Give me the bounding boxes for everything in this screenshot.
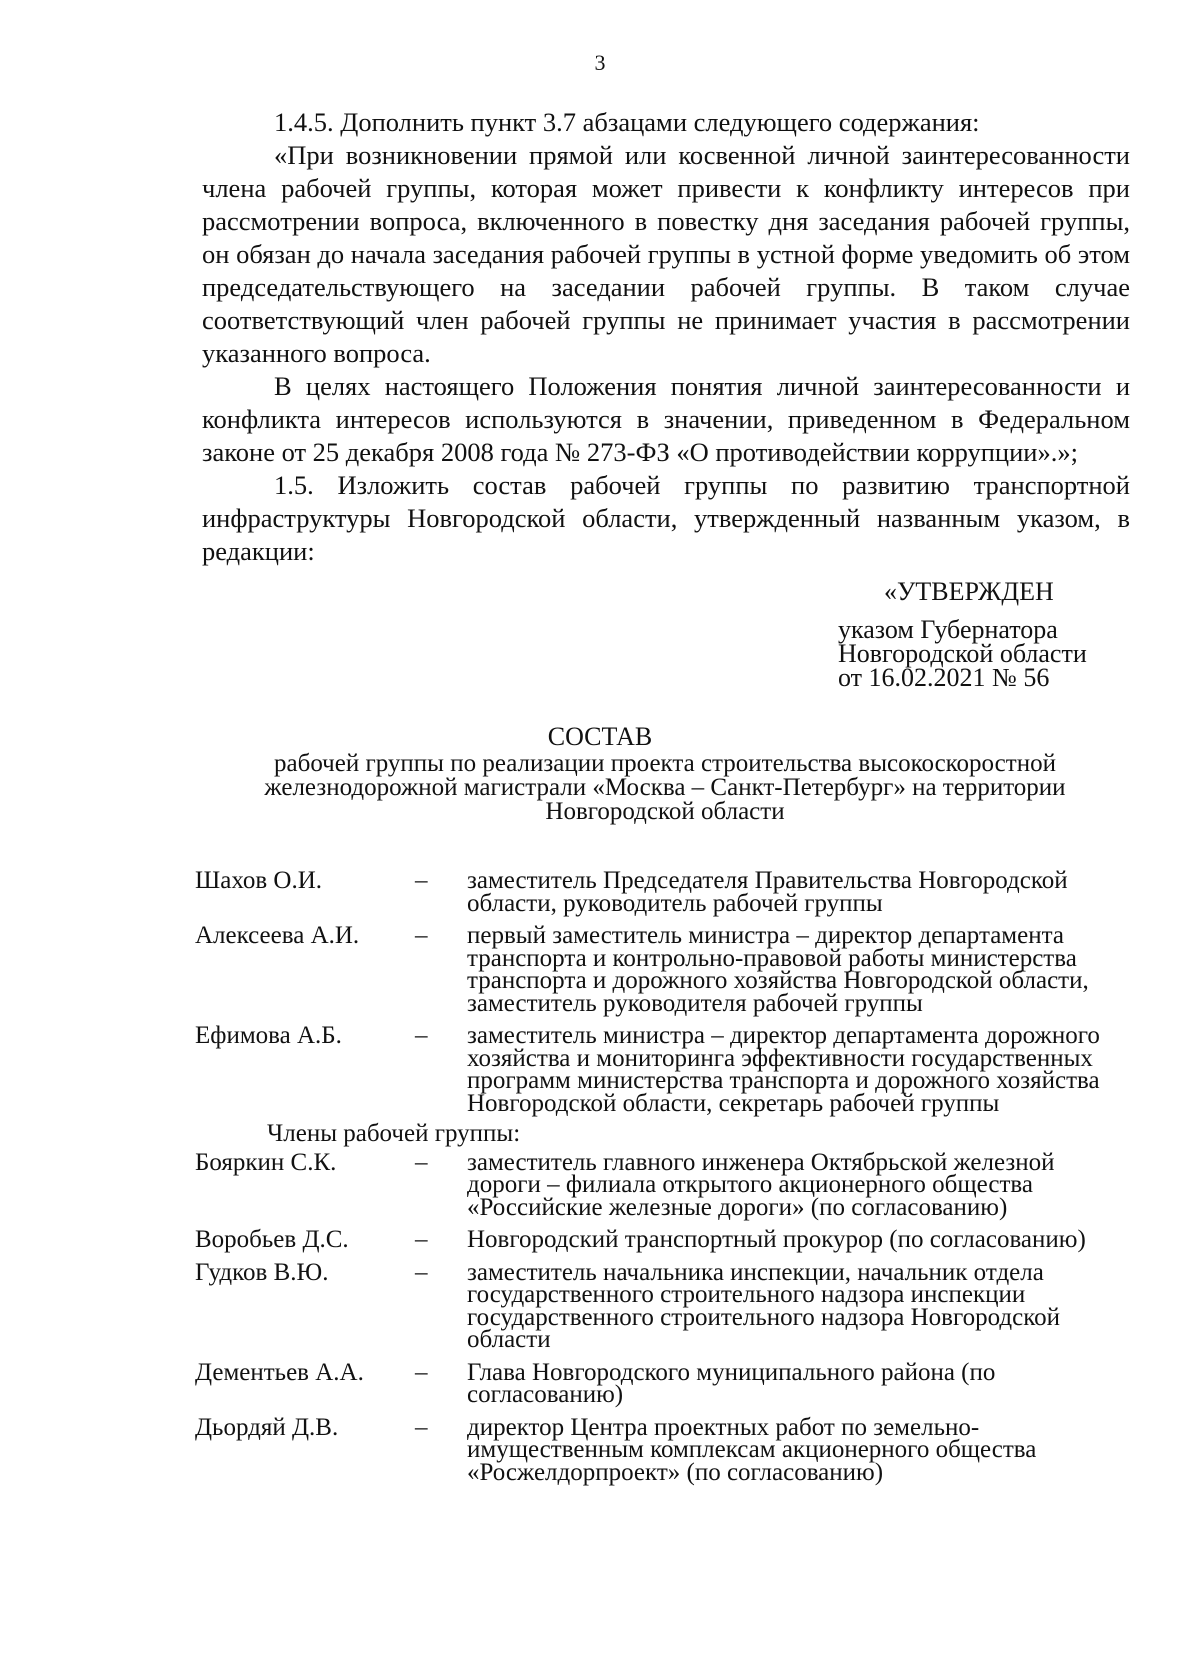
approval-line: указом Губернатора [838, 615, 1058, 644]
member-description: первый заместитель министра – директор департамента транспорта и контрольно-правовой работы министерства транспорта и дорожного хозяйства Новгородской области, заместитель руководителя рабочей группы [467, 922, 1089, 1017]
member-description: заместитель министра – директор департамента дорожного хозяйства и мониторинга эффективности государственных программ министерства транспорта и дорожного хозяйства Новгородской области, секретарь рабочей группы [467, 1022, 1100, 1117]
member-description: заместитель главного инженера Октябрьской железной дороги – филиала открытого акционерного общества «Российские железные дороги» (по согласованию) [467, 1148, 1055, 1221]
approval-heading: «УТВЕРЖДЕН [884, 577, 1054, 606]
roster-row [195, 1258, 1130, 1353]
roster-row [195, 1358, 1130, 1408]
member-description: Глава Новгородского муниципального района (по согласованию) [467, 1358, 996, 1408]
paragraph: «При возникновении прямой или косвенной личной заинтересованности члена рабочей группы, которая может привести к конфликту интересов при рассмотрении вопроса, включенного в повестку дня заседания рабочей группы, он обязан до начала заседания рабочей группы в устной форме уведомить об этом председательствующего на заседании рабочей группы. В таком случае соответствующий член рабочей группы не принимает участия в рассмотрении указанного вопроса. [202, 140, 1130, 368]
members-label: Члены рабочей группы: [267, 1120, 521, 1147]
roster-row [195, 867, 1130, 917]
member-description: заместитель Председателя Правительства Новгородской области, руководитель рабочей группы [467, 867, 1068, 917]
member-name: Дьордяй Д.В. [195, 1413, 339, 1441]
member-description: заместитель начальника инспекции, начальник отдела государственного строительного надзора инспекции государственного строительного надзора Новгородской области [467, 1258, 1060, 1353]
paragraph: 1.4.5. Дополнить пункт 3.7 абзацами следующего содержания: [274, 107, 980, 137]
roster-row [195, 922, 1130, 1017]
member-name: Дементьев А.А. [195, 1358, 364, 1386]
dash: – [415, 1022, 428, 1049]
dash: – [415, 1258, 428, 1286]
document-subtitle: рабочей группы по реализации проекта строительства высокоскоростной железнодорожной магистрали «Москва – Санкт-Петербург» на территории Новгородской области [264, 750, 1066, 825]
page-number: 3 [594, 50, 606, 75]
approval-stamp [838, 577, 1087, 692]
member-name: Воробьев Д.С. [195, 1226, 349, 1253]
approval-line: от 16.02.2021 № 56 [838, 663, 1050, 692]
roster [195, 867, 1130, 1486]
dash: – [415, 1148, 428, 1176]
member-description: Новгородский транспортный прокурор (по согласованию) [467, 1226, 1086, 1253]
dash: – [415, 922, 428, 949]
roster-row [195, 1413, 1130, 1486]
roster-row [195, 1148, 1130, 1221]
member-name: Ефимова А.Б. [195, 1022, 342, 1049]
member-name: Алексеева А.И. [195, 922, 360, 949]
document-title: СОСТАВ [547, 722, 653, 751]
paragraph: В целях настоящего Положения понятия личной заинтересованности и конфликта интересов используются в значении, приведенном в Федеральном законе от 25 декабря 2008 года № 273-ФЗ «О противодействии коррупции».»; [202, 371, 1130, 467]
member-description: директор Центра проектных работ по земельно-имущественным комплексам акционерного общества «Росжелдорпроект» (по согласованию) [467, 1413, 1037, 1486]
roster-row [195, 1022, 1130, 1117]
dash: – [415, 1413, 428, 1441]
dash: – [415, 1226, 428, 1253]
paragraph: 1.5. Изложить состав рабочей группы по развитию транспортной инфраструктуры Новгородской области, утвержденный названным указом, в редакции: [202, 470, 1130, 566]
member-name: Гудков В.Ю. [195, 1258, 329, 1286]
body-text [202, 106, 1130, 568]
dash: – [415, 1358, 428, 1386]
approval-line: Новгородской области [838, 639, 1087, 668]
member-name: Бояркин С.К. [195, 1148, 337, 1176]
dash: – [415, 867, 428, 894]
member-name: Шахов О.И. [195, 867, 323, 894]
roster-row [195, 1226, 1130, 1253]
